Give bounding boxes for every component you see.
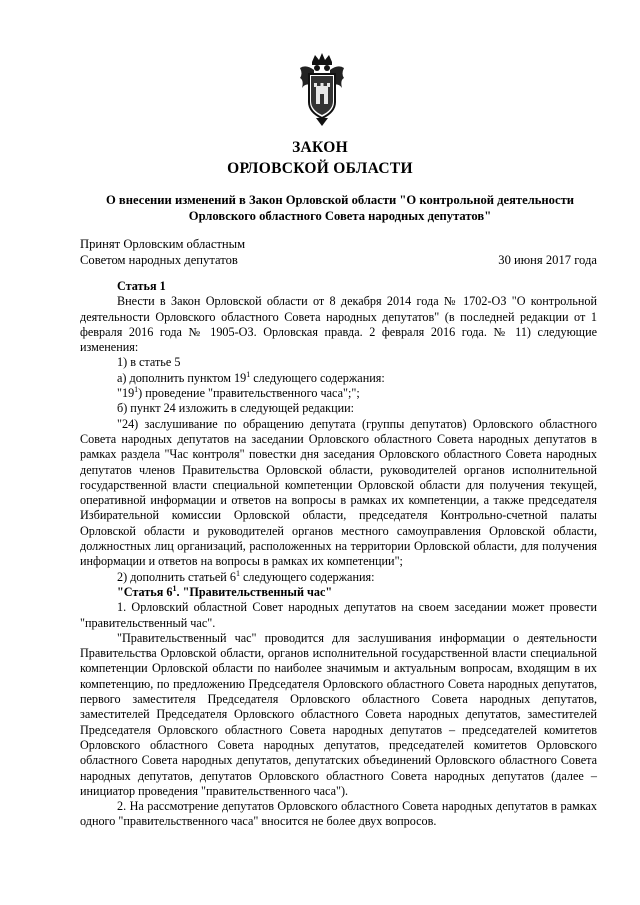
- region-title: ОРЛОВСКОЙ ОБЛАСТИ: [227, 160, 413, 177]
- law-subtitle: [80, 192, 600, 224]
- article-6-1-part-1-detail: "Правительственный час" проводится для заслушивания информации о деятельности Правительства Орловской области, органов исполнительной государственной власти специальной компетенции Орловской области по наиболее значимым и актуальным вопросам, входящим в их компетенцию, по предложению Председателя Орловского областного Совета народных депутатов, первого заместителя Председателя Орловского областного Совета народных депутатов, заместителей Председателя Орловского областного Совета народных депутатов, заместителей Председателя Орловского областного Совета народных депутатов – председателей комитетов Орловского областного Совета народных депутатов, председателей комитетов Орловского областного Совета народных депутатов, депутатских объединений Орловского областного Совета народных депутатов, депутатов Орловского областного Совета народных депутатов (далее – инициатор проведения "правительственного часа").: [80, 630, 597, 798]
- quote-19-1-text: "19: [117, 386, 135, 401]
- item-2-suffix: следующего содержания:: [239, 569, 375, 584]
- item-1a-text: а) дополнить пунктом 19: [117, 370, 247, 385]
- point-24-text: "24) заслушивание по обращению депутата (группы депутатов) Орловского областного Совета народных депутатов на заседании Орловского областного Совета народных депутатов в рамках раздела "Час контроля" повестки дня заседания Орловского областного Совета народных депутатов членов Правительства Орловской области, руководителей органов исполнительной государственной власти специальной компетенции Орловской области для получения текущей, оперативной информации и ответов на вопросы в рамках их компетенции, а также председателя Избирательной комиссии Орловской области, председателя Контрольно-счетной палаты Орловской области и руководителей органов местного самоуправления Орловской области, должностных лиц организаций, расположенных на территории Орловской области, для получения информации и ответов на вопросы в рамках их компетенции";: [80, 416, 597, 569]
- adopted-line-2: Советом народных депутатов: [80, 253, 238, 267]
- subtitle-line-2: Орловского областного Совета народных депутатов": [188, 209, 492, 223]
- law-title: ЗАКОН: [292, 139, 348, 156]
- article-1-heading: Статья 1: [117, 279, 166, 293]
- quote-19-1-suffix: ) проведение "правительственного часа";";: [138, 386, 360, 401]
- quote-19-1: [80, 386, 597, 401]
- article-1-intro: Внести в Закон Орловской области от 8 декабря 2014 года № 1702-ОЗ "О контрольной деятельности Орловского областного Совета народных депутатов" (в последней редакции от 1 февраля 2016 года № 1905-ОЗ. Орловская правда. 2 февраля 2016 года. № 11) следующие изменения:: [80, 294, 597, 355]
- item-1: 1) в статье 5: [117, 355, 181, 370]
- item-2: [80, 570, 597, 585]
- article-6-1-heading: [80, 585, 597, 600]
- item-2-text: 2) дополнить статьей 6: [117, 569, 236, 584]
- subtitle-line-1: О внесении изменений в Закон Орловской области "О контрольной деятельности: [105, 193, 575, 207]
- article-6-1-heading-suffix: . "Правительственный час": [176, 584, 333, 599]
- adoption-date: 30 июня 2017 года: [498, 253, 597, 267]
- item-1a-superscript: 1: [246, 369, 251, 379]
- item-2-superscript: 1: [235, 568, 240, 578]
- adopted-by-block: [80, 236, 245, 268]
- law-body: [80, 279, 597, 830]
- adopted-line-1: Принят Орловским областным: [80, 237, 246, 251]
- coat-of-arms-icon: [298, 52, 346, 128]
- item-1a-suffix: следующего содержания:: [250, 370, 385, 385]
- article-6-1-heading-text: "Статья 6: [117, 584, 173, 599]
- article-6-1-superscript: 1: [172, 583, 177, 593]
- quote-19-1-superscript: 1: [134, 385, 139, 395]
- article-6-1-part-2: 2. На рассмотрение депутатов Орловского областного Совета народных депутатов в рамках одного "правительственного часа" вносится не более двух вопросов.: [80, 799, 597, 829]
- item-1a: [80, 371, 597, 386]
- item-1b: б) пункт 24 изложить в следующей редакции:: [117, 401, 355, 416]
- article-6-1-part-1: 1. Орловский областной Совет народных депутатов на своем заседании может провести "правительственный час".: [80, 600, 597, 630]
